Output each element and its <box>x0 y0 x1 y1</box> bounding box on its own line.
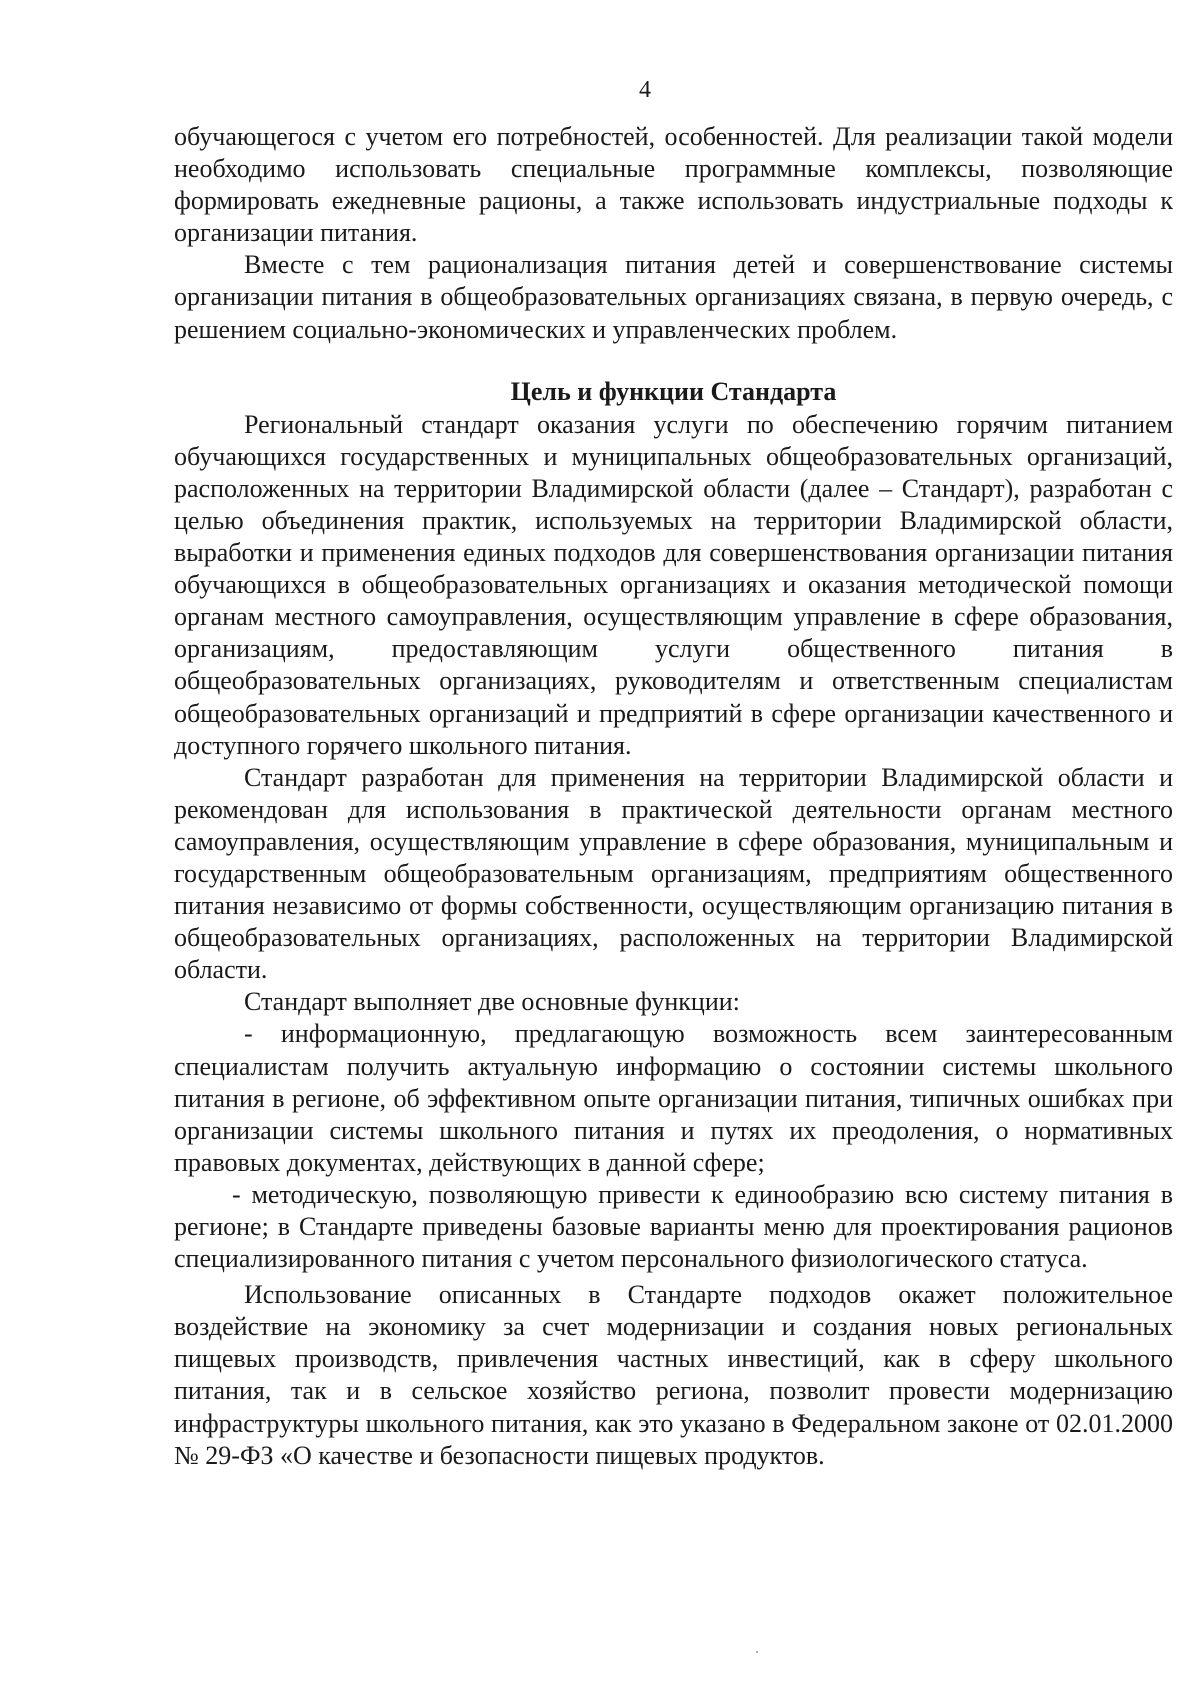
paragraph-economic-impact: Использование описанных в Стандарте подходов окажет положительное воздействие на экономику за счет модернизации и создания новых региональных пищевых производств, привлечения частных инвестиций, как в сферу школьного питания, так и в сельское хозяйство региона, позволит провести модернизацию инфраструктуры школьного питания, как это указано в Федеральном законе от 02.01.2000 № 29-ФЗ «О качестве и безопасности пищевых продуктов. <box>174 1280 1173 1470</box>
section-heading: Цель и функции Стандарта <box>510 376 837 406</box>
list-item-methodical-function: - методическую, позволяющую привести к единообразию всю систему питания в регионе; в Стандарте приведены базовые варианты меню для проектирования рационов специализированного питания с учетом персонального физиологического статуса. <box>174 1179 1173 1274</box>
paragraph-standard-application: Стандарт разработан для применения на территории Владимирской области и рекомендован для использования в практической деятельности органам местного самоуправления, осуществляющим управление в сфере образования, муниципальным и государственным общеобразовательным организациям, предприятиям общественного питания независимо от формы собственности, осуществляющим организацию питания в общеобразовательных организациях, расположенных на территории Владимирской области. <box>174 762 1173 985</box>
paragraph-standard-purpose: Региональный стандарт оказания услуги по обеспечению горячим питанием обучающихся государственных и муниципальных общеобразовательных организаций, расположенных на территории Владимирской области (далее – Стандарт), разработан с целью объединения практик, используемых на территории Владимирской области, выработки и применения единых подходов для совершенствования организации питания обучающихся в общеобразовательных организациях и оказания методической помощи органам местного самоуправления, осуществляющим управление в сфере образования, организациям, предоставляющим услуги общественного питания в общеобразовательных организациях, руководителям и ответственным специалистам общеобразовательных организаций и предприятий в сфере организации качественного и доступного горячего школьного питания. <box>174 409 1173 760</box>
page-number: 4 <box>639 77 651 103</box>
list-item-informational-function: - информационную, предлагающую возможность всем заинтересованным специалистам получить актуальную информацию о состоянии системы школьного питания в регионе, об эффективном опыте организации питания, типичных ошибках при организации системы школьного питания и путях их преодоления, о нормативных правовых документах, действующих в данной сфере; <box>174 1019 1173 1177</box>
paragraph-functions-intro: Стандарт выполняет две основные функции: <box>244 987 740 1017</box>
scan-speck <box>756 1651 758 1653</box>
paragraph-rationalization: Вместе с тем рационализация питания детей и совершенствование системы организации питания в общеобразовательных организациях связана, в первую очередь, с решением социально-экономических и управленческих проблем. <box>174 250 1173 344</box>
paragraph-intro-continuation: обучающегося с учетом его потребностей, особенностей. Для реализации такой модели необходимо использовать специальные программные комплексы, позволяющие формировать ежедневные рационы, а также использовать индустриальные подходы к организации питания. <box>174 122 1173 248</box>
document-body <box>174 121 1173 1472</box>
